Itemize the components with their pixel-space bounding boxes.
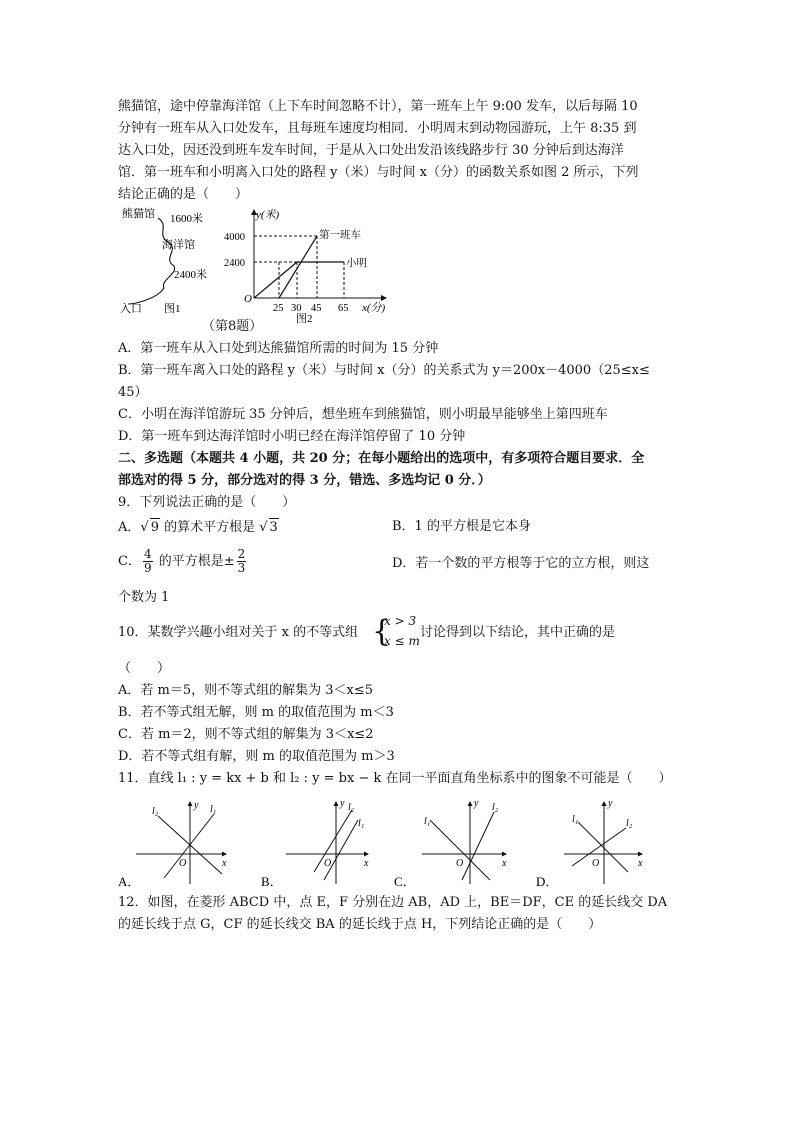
svg-text:O: O: [324, 858, 332, 869]
q10-option-a: A．若 m＝5，则不等式组的解集为 3＜x≤5: [118, 683, 374, 698]
q8-stem-line: 馆．第一班车和小明离入口处的路程 y（米）与时间 x（分）的函数关系如图 2 所示，下列: [118, 165, 639, 180]
line-l1: [324, 820, 358, 880]
tick-4000: 4000: [224, 232, 245, 243]
svg-text:x: x: [638, 858, 643, 869]
q11-graphs: [118, 798, 678, 890]
fig2-label: 图2: [296, 313, 313, 325]
tick-25: 25: [273, 303, 284, 314]
fraction-4-9: $\frac{4}{9}$: [143, 547, 152, 575]
label-b: B．: [261, 874, 283, 889]
q8-option-b: B．第一班车离入口处的路程 y（米）与时间 x（分）的关系式为 y＝200x－4000（25≤x≤: [118, 363, 650, 378]
origin-label: O: [244, 293, 252, 305]
sqrt-3: 3: [269, 520, 278, 535]
bus-label: 第一班车: [319, 230, 361, 241]
fig1-label: 图1: [164, 303, 181, 315]
panda-hall-label: 熊猫馆: [122, 208, 155, 220]
line-l1: [430, 820, 490, 880]
entrance-label: 入口: [120, 303, 142, 315]
q9-c-text: 的平方根是±: [154, 554, 235, 569]
section2-heading: [118, 448, 678, 492]
line-l2: [462, 812, 494, 880]
bus-line: [279, 236, 317, 298]
label-c: C．: [394, 874, 416, 889]
section2-line: 部选对的得 5 分，部分选对的得 3 分，错选、多选均记 0 分．）: [118, 473, 491, 488]
q9-option-b: B．1 的平方根是它本身: [392, 519, 531, 534]
label-d: D．: [536, 874, 559, 889]
route-path: [128, 218, 175, 304]
section2-line: 二、多选题（本题共 4 小题，共 20 分；在每小题给出的选项中，有多项符合题目要求．全: [118, 451, 645, 466]
tick-30: 30: [291, 303, 302, 314]
q8-option-d: D．第一班车到达海洋馆时小明已经在海洋馆停留了 10 分钟: [118, 429, 466, 444]
q8-stem-line: 熊猫馆，途中停靠海洋馆（上下车时间忽略不计），第一班车上午 9:00 发车，以后每隔 10: [118, 99, 638, 114]
brace-icon: {: [372, 614, 392, 649]
q11-stem: 11．直线 l₁ : y = kx + b 和 l₂ : y = bx − k 在同一平面直角坐标系中的图象不可能是（ ）: [118, 771, 672, 786]
svg-text:x: x: [364, 858, 369, 869]
ocean-hall-label: 海洋馆: [162, 239, 195, 251]
sqrt-9: 9: [150, 520, 159, 535]
svg-text:l₂: l₂: [152, 806, 159, 817]
svg-text:O: O: [179, 858, 187, 869]
q8-option-c: C．小明在海洋馆游玩 35 分钟后，想坐班车到熊猫馆，则小明最早能够坐上第四班车: [118, 407, 608, 422]
q8-option-a: A．第一班车从入口处到达熊猫馆所需的时间为 15 分钟: [118, 341, 439, 356]
svg-text:y: y: [608, 798, 613, 809]
q8-stem-line: 分钟有一班车从入口处发车，且每班车速度均相同．小明周末到动物园游玩，上午 8:35 到: [118, 121, 637, 136]
svg-text:l₂: l₂: [348, 802, 355, 813]
tick-2400: 2400: [224, 258, 245, 269]
graph-b: [261, 798, 369, 889]
graph-d: [536, 798, 643, 889]
svg-text:x: x: [502, 858, 507, 869]
route-map-figure: [118, 204, 238, 316]
distance-2400-label: 2400米: [174, 269, 207, 281]
q12-line: 12．如图，在菱形 ABCD 中，点 E，F 分别在边 AB，AD 上，BE＝DF，CE 的延长线交 DA: [118, 895, 668, 910]
svg-text:l₁: l₁: [358, 818, 365, 829]
svg-text:x: x: [222, 858, 227, 869]
svg-text:O: O: [456, 858, 464, 869]
svg-text:l₁: l₁: [572, 814, 579, 825]
q10-stem-post: 讨论得到以下结论，其中正确的是: [420, 625, 616, 640]
svg-text:l₁: l₁: [210, 804, 217, 815]
svg-text:O: O: [592, 858, 600, 869]
q10-paren: （ ）: [118, 661, 171, 676]
svg-text:y: y: [194, 800, 199, 811]
tick-45: 45: [311, 303, 322, 314]
graph-a: [118, 800, 227, 889]
q12-line: 的延长线于点 G，CF 的延长线交 BA 的延长线于点 H，下列结论正确的是（ ）: [118, 917, 602, 932]
graph-c: [394, 798, 507, 889]
label-a: A．: [118, 874, 141, 889]
q9-option-c: [118, 548, 248, 575]
q10-option-b: B．若不等式组无解，则 m 的取值范围为 m＜3: [118, 705, 394, 720]
q10-options: [118, 680, 678, 768]
q10-inequality-1: x > 3: [384, 614, 417, 628]
q9-a-text: 的算术平方根是: [159, 520, 260, 535]
q9-stem: 9．下列说法正确的是（ ）: [118, 495, 296, 510]
distance-time-graph: [224, 204, 396, 325]
svg-text:l₂: l₂: [492, 802, 499, 813]
svg-text:l₂: l₂: [626, 818, 633, 829]
q10-option-c: C．若 m＝2，则不等式组的解集为 3＜x≤2: [118, 727, 374, 742]
q10-stem: 10．某数学兴趣小组对关于 x 的不等式组: [118, 625, 359, 640]
q8-stem-line: 结论正确的是（ ）: [118, 187, 249, 202]
svg-text:l₁: l₁: [424, 816, 431, 827]
q9-c-prefix: C．: [118, 554, 141, 569]
q9-option-d-cont: 个数为 1: [118, 590, 170, 605]
y-axis-label: y(米): [256, 209, 280, 221]
q8-stem: [118, 96, 678, 206]
q8-caption: （第8题）: [202, 319, 263, 334]
q9-option-a: A．√ 9 的算术平方根是 √ 3: [118, 520, 278, 535]
fraction-2-3: $\frac{2}{3}$: [237, 547, 246, 575]
svg-text:y: y: [474, 798, 479, 809]
q8-option-b-cont: 45）: [118, 385, 148, 400]
q9-option-d: D．若一个数的平方根等于它的立方根，则这: [392, 556, 650, 571]
svg-text:y: y: [340, 798, 345, 809]
ming-label: 小明: [346, 258, 367, 269]
x-axis-label: x(分): [362, 302, 386, 314]
q10-option-d: D．若不等式组有解，则 m 的取值范围为 m＞3: [118, 749, 395, 764]
line-l1: [578, 822, 628, 872]
q8-options: [118, 338, 678, 448]
q12-stem: [118, 892, 678, 936]
tick-65: 65: [338, 303, 349, 314]
q9-a-prefix: A．: [118, 520, 141, 535]
line-l1: [164, 814, 214, 878]
q10-inequality-2: x ≤ m: [384, 634, 420, 648]
distance-1600-label: 1600米: [170, 213, 203, 225]
q8-stem-line: 达入口处，因还没到班车发车时间，于是从入口处出发沿该线路步行 30 分钟后到达海洋: [118, 143, 624, 158]
